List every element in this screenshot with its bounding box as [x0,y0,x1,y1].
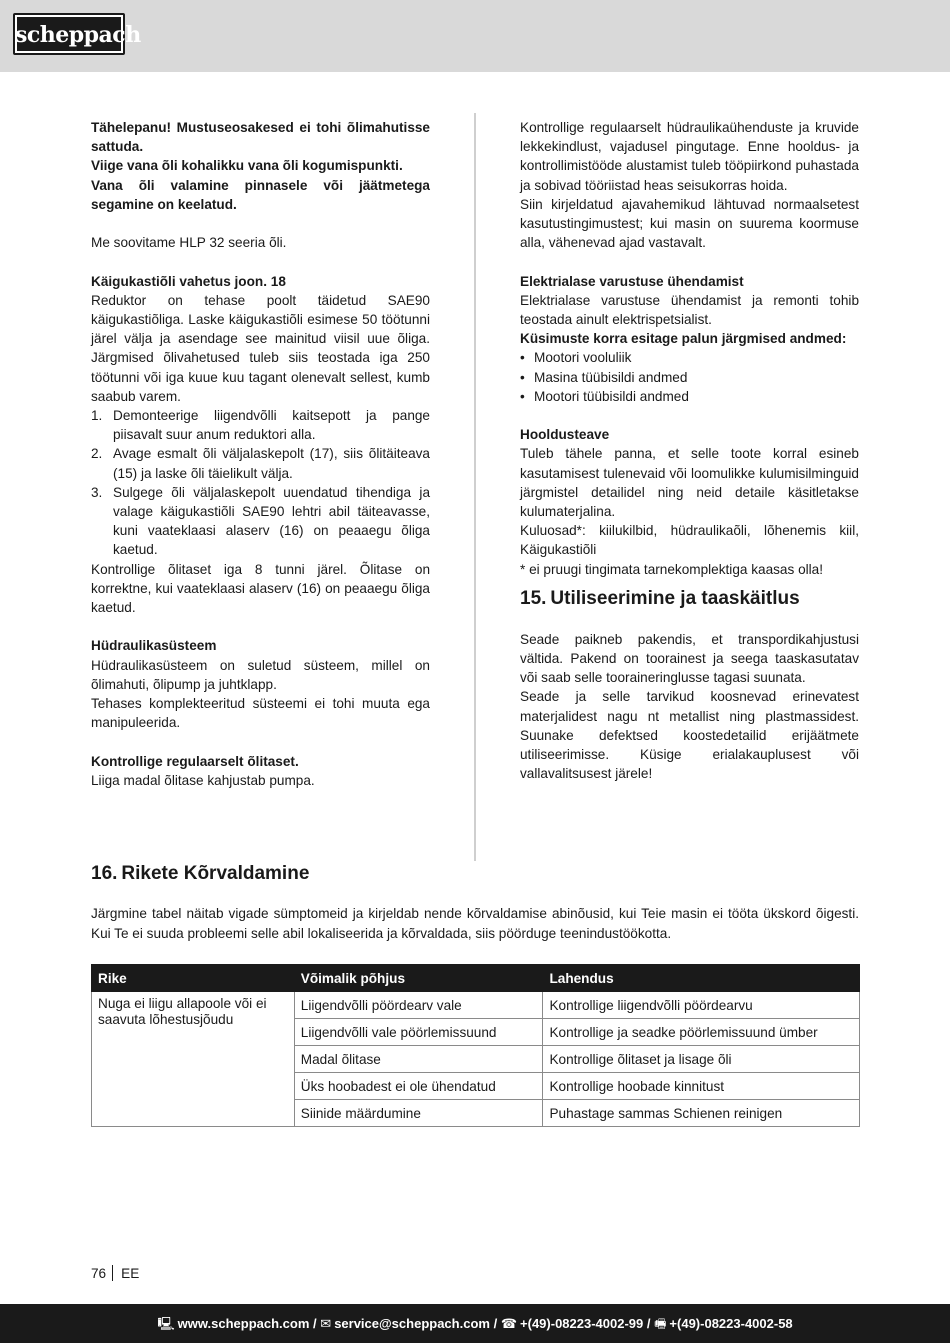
phone-icon: ☎︎ [500,1316,518,1331]
email-icon: ✉︎ [320,1316,332,1331]
oil-level-text: Liiga madal õlitase kahjustab pumpa. [91,772,315,788]
section-15-heading: 15. Utiliseerimine ja taaskäitlus [520,587,800,609]
gear-oil-heading: Käigukastiõli vahetus joon. 18 [91,273,286,289]
disposal-text-2: Seade ja selle tarvikud koosnevad erinevatest materjalidest nagu nt metallist ning plastmassidest. Suunake defektsed koostedetailid erijäätmete utiliseerimisse. Küsige erialakauplusest või vallavalitsusest järele! [520,689,859,782]
step-item: 3. Sulgege õli väljalaskepolt uuendatud tihendiga ja valage käigukastiõli SAE90 lehtri abil täiteavasse, kuni vaateklaasi alaserv (16) on peaaegu õliga kaetud. [91,484,430,558]
step-item: 1. Demonteerige liigendvõlli kaitsepott ja pange piisavalt suur anum reduktori alla. [91,408,430,443]
gear-oil-steps [91,406,430,560]
left-column [91,118,430,790]
oil-level-heading: Kontrollige regulaarselt õlitaset. [91,753,299,769]
cause-cell: Liigendvõlli vale pöörlemissuund [294,1019,543,1046]
gear-oil-text: Reduktor on tehase poolt täidetud SAE90 käigukastiõliga. Laske käigukastiõli esimese 50 töötunni järel välja ja asendage see mainitud viisil uue õliga. Järgmised õlivahetused tuleb siis teostada iga 250 töötunni või iga kuue kuu tagant olenevalt sellest, kumb saabub varem. [91,292,430,404]
list-item: • Mootori tüübisildi andmed [520,387,859,406]
hydraulic-text-2: Tehases komplekteeritud süsteemi ei tohi muuta ega manipuleerida. [91,696,430,731]
language-code: EE [121,1266,140,1281]
header-bar [0,0,950,72]
fax-number: +(49)-08223-4002-58 [669,1316,793,1331]
cause-cell: Madal õlitase [294,1046,543,1073]
step-item: 2. Avage esmalt õli väljalaskepolt (17), siis õlitäiteava (15) ja laske õli täielikult välja. [91,446,430,481]
remedy-cell: Puhastage sammas Schienen reinigen [543,1100,860,1127]
troubleshooting-intro: Järgmine tabel näitab vigade sümptomeid ja kirjeldab nende kõrvaldamise abinõusid, kui Teie masin ei tööta ükskord õigesti. Kui Te ei suuda probleemi selle abil lokaliseerida ja kõrvaldada, siis pöörduge teenindustöökotta. [91,906,859,941]
remedy-cell: Kontrollige hoobade kinnitust [543,1073,860,1100]
oil-warning-1: Tähelepanu! Mustuseosakesed ei tohi õlimahutisse sattuda. [91,120,430,155]
questions-heading: Küsimuste korra esitage palun järgmised andmed: [520,331,847,347]
column-divider [474,113,476,861]
hydraulic-check-text: Kontrollige regulaarselt hüdraulikaühenduste ja kruvide lekkekindlust, vajadusel pingutage. Enne hooldus- ja kontrollimistööde alustamist tuleb tööpiirkond puhastada ja sobivad tööriistad heas seisukorras hoida. [520,120,859,193]
website-link[interactable]: www.scheppach.com [177,1316,310,1331]
remedy-cell: Kontrollige liigendvõlli pöördearvu [543,992,860,1019]
remedy-cell: Kontrollige ja seadke pöörlemissuund ümber [543,1019,860,1046]
fax-icon: 🖷︎ [654,1316,667,1331]
right-column [520,118,859,783]
phone-number: +(49)-08223-4002-99 [520,1316,644,1331]
footer-bar: 🖳︎ www.scheppach.com / ✉︎ service@scheppach.com / ☎︎ +(49)-08223-4002-99 / 🖷︎ +(49)-08223-4002-58 [0,1304,950,1343]
remedy-cell: Kontrollige õlitaset ja lisage õli [543,1046,860,1073]
electric-text: Elektrialase varustuse ühendamist ja remonti tohib teostada ainult elektrispetsialist. [520,292,859,328]
list-item: • Masina tüübisildi andmed [520,368,859,387]
troubleshooting-table [91,964,860,1127]
intervals-text: Siin kirjeldatud ajavahemikud lähtuvad normaalsetest kasutustingimustest; kui masin on suurema koormuse alla, vähenevad ajad vastavalt. [520,196,859,251]
electric-heading: Elektrialase varustuse ühendamist [520,273,744,289]
column-header-fault: Rike [92,965,295,992]
table-header-row [92,965,860,992]
column-header-remedy: Lahendus [543,965,860,992]
hydraulic-text-1: Hüdraulikasüsteem on suletud süsteem, millel on õlimahuti, õlipump ja juhtklapp. [91,657,430,692]
list-item: • Mootori vooluliik [520,348,859,367]
disposal-text-1: Seade paikneb pakendis, et transpordikahjustusi vältida. Pakend on toorainest ja seega taaskasutatav või saab selle tooraineringlusse tagasi suunata. [520,631,859,686]
cause-cell: Siinide määrdumine [294,1100,543,1127]
cause-cell: Üks hoobadest ei ole ühendatud [294,1073,543,1100]
oil-check-text: Kontrollige õlitaset iga 8 tunni järel. Õlitase on korrektne, kui vaateklaasi alaserv (16) on peaaegu õliga kaetud. [91,561,430,616]
wear-parts-note: * ei pruugi tingimata tarnekomplektiga kaasas olla! [520,561,824,577]
section-16-heading: 16. Rikete Kõrvaldamine [91,863,310,884]
column-header-cause: Võimalik põhjus [294,965,543,992]
scheppach-logo: scheppach [13,13,125,55]
questions-list [520,348,859,406]
email-link[interactable]: service@scheppach.com [334,1316,490,1331]
page-number: 76 EE [91,1266,140,1281]
table-row [92,992,860,1019]
oil-recommendation: Me soovitame HLP 32 seeria õli. [91,235,287,251]
computer-icon: 🖳︎ [157,1316,175,1331]
hydraulic-heading: Hüdraulikasüsteem [91,638,217,654]
wear-parts-text: Kuluosad*: kiilukilbid, hüdraulikaõli, lõhenemis kiil, Käigukastiõli [520,523,859,558]
oil-warning-3: Vana õli valamine pinnasele või jäätmetega segamine on keelatud. [91,177,430,212]
fault-cell: Nuga ei liigu allapoole või ei saavuta lõhestusjõudu [92,992,295,1127]
service-heading: Hooldusteave [520,427,610,443]
service-text: Tuleb tähele panna, et selle toote korral esineb kasutamisest tulenevaid või loomulikke kulumisilminguid järgmistel detailidel ning neid detaile käsitletakse kulumaterjalina. [520,446,859,520]
oil-warning-2: Viige vana õli kohalikku vana õli kogumispunkti. [91,158,403,174]
cause-cell: Liigendvõlli pöördearv vale [294,992,543,1019]
